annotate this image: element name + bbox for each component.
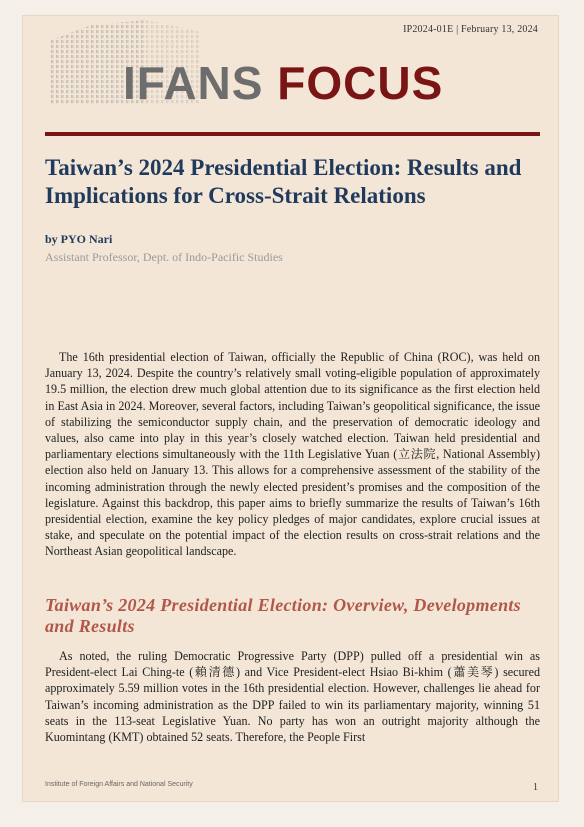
article-title: Taiwan’s 2024 Presidential Election: Results and Implications for Cross-Strait Relations: [45, 155, 522, 208]
report-id-date: IP2024-01E | February 13, 2024: [403, 24, 538, 35]
brand-focus: FOCUS: [277, 57, 444, 109]
footer-institute: Institute of Foreign Affairs and National Security: [45, 781, 193, 788]
section-paragraph: As noted, the ruling Democratic Progressive Party (DPP) pulled off a presidential win as President-elect Lai Ching-te (賴清德) and Vice President-elect Hsiao Bi-khim (蕭美琴) secured approximately 5.59 million votes in the 16th presidential election. However, challenges lie ahead for Taiwan’s incoming administration as the DPP failed to win its parliamentary majority, winning 51 seats in the 113-seat Legislative Yuan. No party has won an outright majority although the Kuomintang (KMT) obtained 52 seats. Therefore, the People First: [45, 649, 540, 745]
intro-paragraph: The 16th presidential election of Taiwan, officially the Republic of China (ROC), was held on January 13, 2024. Despite the country’s relatively small voting-eligible population of approximately 19.5 million, the election drew much global attention due to its significance as the first election held in East Asia in 2024. Moreover, several factors, including Taiwan’s geopolitical significance, the issue of stabilizing the semiconductor supply chain, and the preservation of democratic ideology and values, also came into play in this year’s closely watched election. Taiwan held presidential and parliamentary elections simultaneously with the 11th Legislative Yuan (立法院, National Assembly) election also held on January 13. This allows for a comprehensive assessment of the stability of the incoming administration through the newly elected president’s promises and the composition of the legislature. Against this backdrop, this paper aims to briefly summarize the results of Taiwan’s 16th presidential election, examine the key policy pledges of major candidates, explore crucial issues at stake, and speculate on the potential impact of the election results on cross-strait relations and the Northeast Asian geopolitical landscape.: [45, 350, 540, 559]
section-heading: Taiwan’s 2024 Presidential Election: Overview, Developments and Results: [45, 595, 521, 636]
ifans-focus-logo: [123, 57, 444, 109]
author-affiliation: Assistant Professor, Dept. of Indo-Pacific Studies: [45, 250, 283, 264]
page-number: 1: [533, 782, 538, 793]
author-byline: by PYO Nari: [45, 232, 113, 246]
header-divider: [45, 132, 540, 136]
brand-ifans: IFANS: [123, 57, 264, 109]
document-page: [23, 16, 558, 801]
